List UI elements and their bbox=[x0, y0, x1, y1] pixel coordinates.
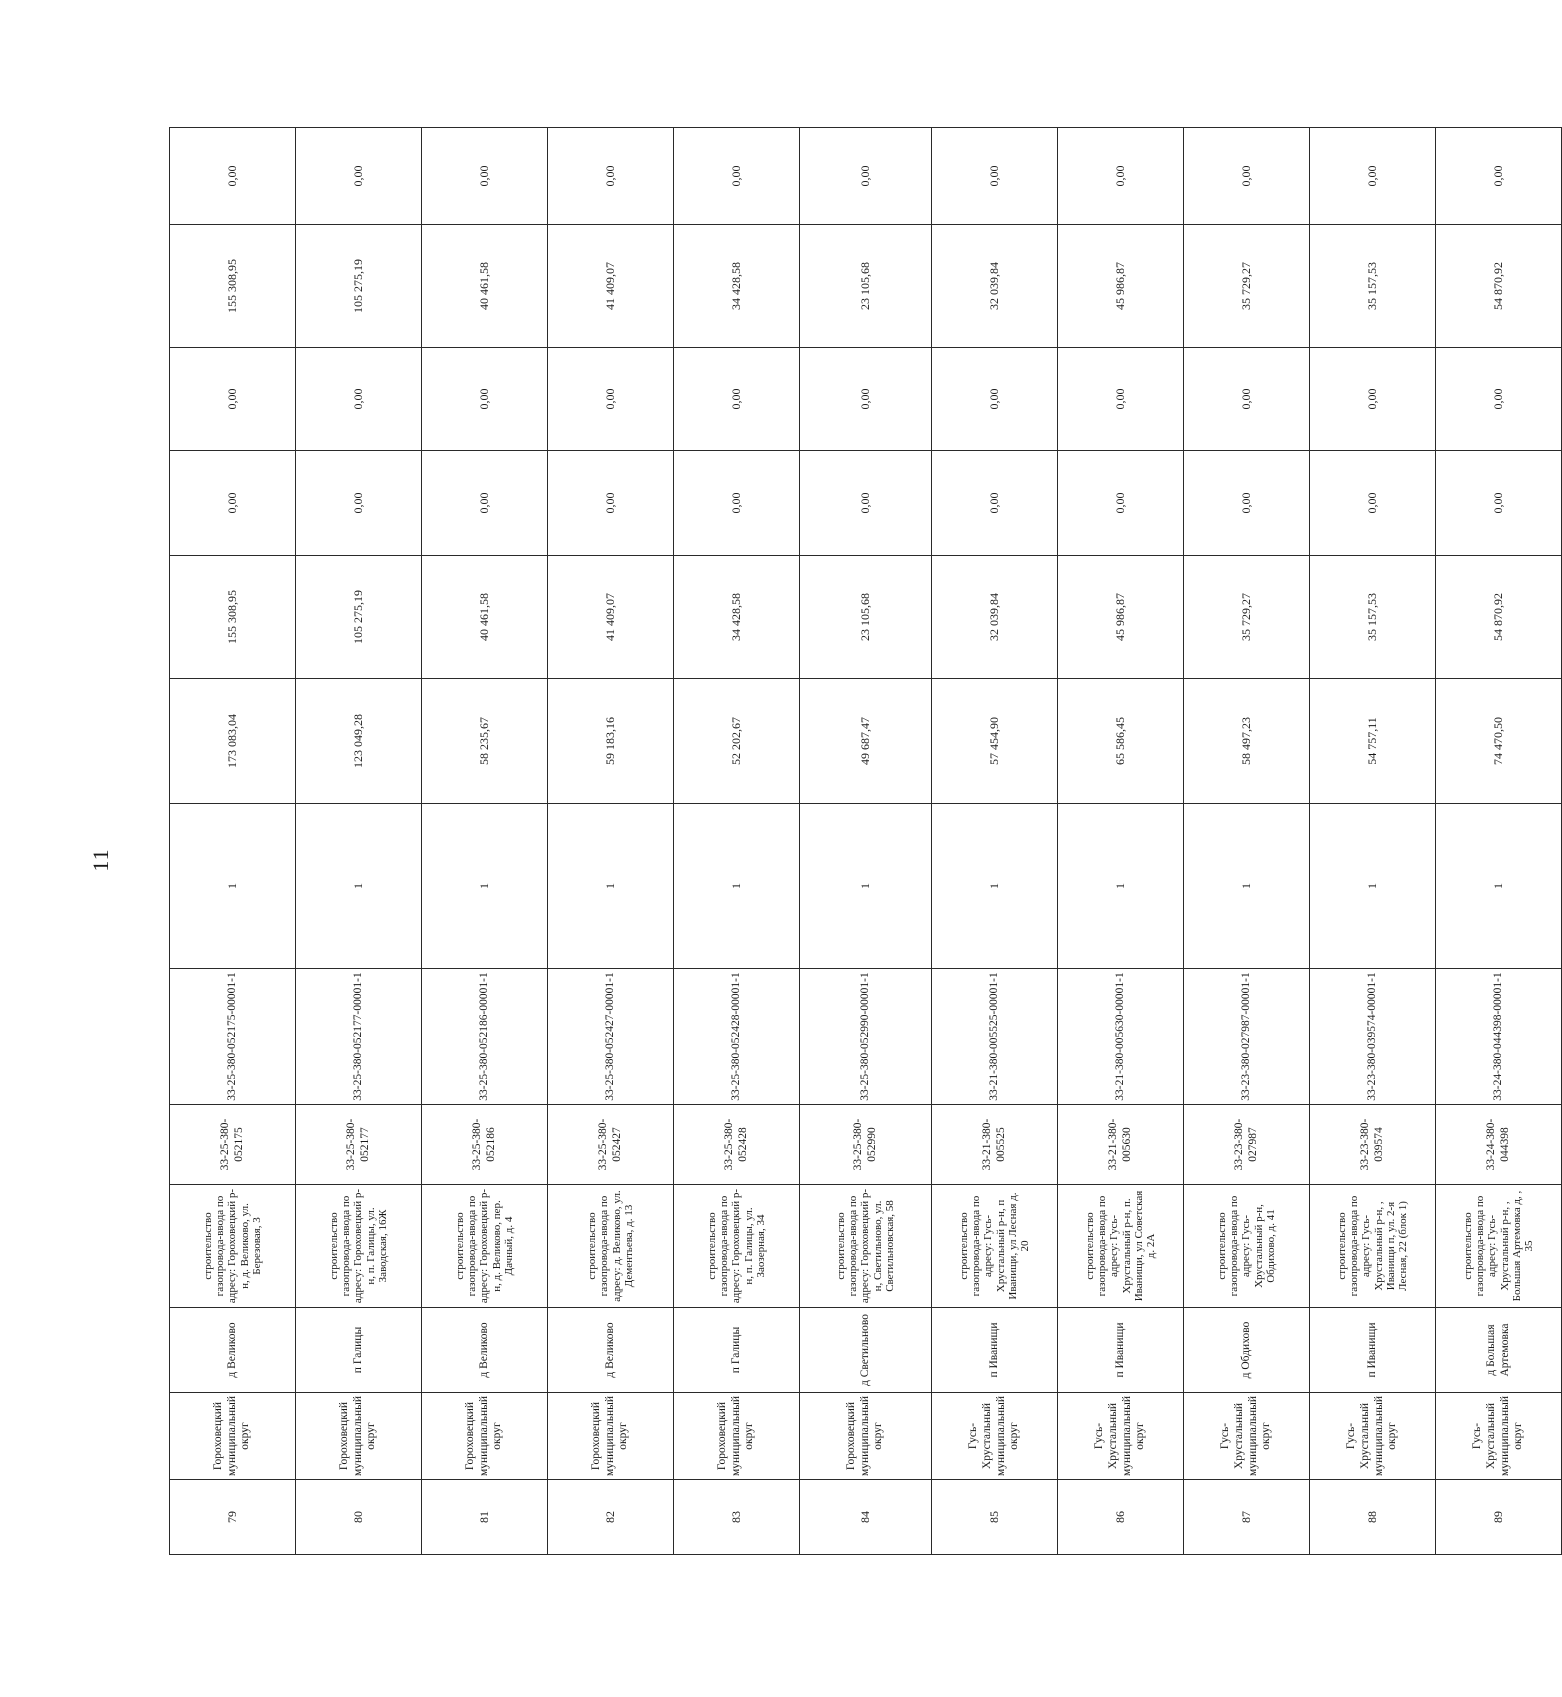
amount-cell: 41 409,07 bbox=[548, 225, 674, 348]
description-cell: строительство газопровода-ввода по адресу: Гороховецкий р-н, Светильново, ул. Светильновская, 58 bbox=[800, 1185, 932, 1308]
count-cell: 1 bbox=[932, 804, 1058, 969]
cost-total-cell: 59 183,16 bbox=[548, 679, 674, 804]
amount-cell: 0,00 bbox=[548, 348, 674, 451]
description-cell: строительство газопровода-ввода по адресу: Гусь-Хрустальный р-н, п Иванищи, ул Лесная д. 20 bbox=[932, 1185, 1058, 1308]
amount-cell: 35 729,27 bbox=[1184, 556, 1310, 679]
table-row bbox=[800, 128, 932, 1555]
district-cell: Гороховецкий муниципальный округ bbox=[170, 1393, 296, 1480]
description-cell: строительство газопровода-ввода по адресу: Гусь-Хрустальный р-н, , Иванищи п, ул. 2-я Лесная, 22 (блок 1) bbox=[1310, 1185, 1436, 1308]
locality-cell: д Великово bbox=[170, 1308, 296, 1393]
amount-cell: 23 105,68 bbox=[800, 556, 932, 679]
district-cell: Гороховецкий муниципальный округ bbox=[548, 1393, 674, 1480]
count-cell: 1 bbox=[1058, 804, 1184, 969]
amount-cell: 0,00 bbox=[548, 451, 674, 556]
amount-cell: 0,00 bbox=[1184, 451, 1310, 556]
cost-total-cell: 52 202,67 bbox=[674, 679, 800, 804]
object-id-cell: 33-23-380-039574-00001-1 bbox=[1310, 969, 1436, 1105]
amount-cell: 0,00 bbox=[422, 451, 548, 556]
amount-cell: 105 275,19 bbox=[296, 225, 422, 348]
amount-cell: 105 275,19 bbox=[296, 556, 422, 679]
table-row bbox=[932, 128, 1058, 1555]
locality-cell: п Иванищи bbox=[1058, 1308, 1184, 1393]
locality-cell: д Обдихово bbox=[1184, 1308, 1310, 1393]
row-number: 81 bbox=[422, 1480, 548, 1555]
count-cell: 1 bbox=[422, 804, 548, 969]
cost-total-cell: 58 497,23 bbox=[1184, 679, 1310, 804]
cost-total-cell: 123 049,28 bbox=[296, 679, 422, 804]
amount-cell: 0,00 bbox=[1436, 348, 1562, 451]
cadastral-number-cell: 33-24-380-044398 bbox=[1436, 1105, 1562, 1185]
amount-cell: 40 461,58 bbox=[422, 225, 548, 348]
amount-cell: 0,00 bbox=[170, 451, 296, 556]
amount-cell: 0,00 bbox=[800, 128, 932, 225]
cadastral-number-cell: 33-25-380-052175 bbox=[170, 1105, 296, 1185]
amount-cell: 0,00 bbox=[170, 128, 296, 225]
cadastral-number-cell: 33-25-380-052990 bbox=[800, 1105, 932, 1185]
amount-cell: 32 039,84 bbox=[932, 556, 1058, 679]
amount-cell: 32 039,84 bbox=[932, 225, 1058, 348]
district-cell: Гусь-Хрустальный муниципальный округ bbox=[1058, 1393, 1184, 1480]
district-cell: Гусь-Хрустальный муниципальный округ bbox=[932, 1393, 1058, 1480]
cadastral-number-cell: 33-21-380-005630 bbox=[1058, 1105, 1184, 1185]
object-id-cell: 33-25-380-052186-00001-1 bbox=[422, 969, 548, 1105]
amount-cell: 0,00 bbox=[1310, 348, 1436, 451]
district-cell: Гороховецкий муниципальный округ bbox=[296, 1393, 422, 1480]
district-cell: Гороховецкий муниципальный округ bbox=[674, 1393, 800, 1480]
amount-cell: 45 986,87 bbox=[1058, 556, 1184, 679]
table-body bbox=[170, 128, 1562, 1555]
table-row bbox=[1058, 128, 1184, 1555]
amount-cell: 0,00 bbox=[1184, 128, 1310, 225]
cadastral-number-cell: 33-25-380-052177 bbox=[296, 1105, 422, 1185]
cadastral-number-cell: 33-23-380-039574 bbox=[1310, 1105, 1436, 1185]
description-cell: строительство газопровода-ввода по адресу: Гороховецкий р-н, д. Великово, пер. Дачный, д. 4 bbox=[422, 1185, 548, 1308]
amount-cell: 45 986,87 bbox=[1058, 225, 1184, 348]
district-cell: Гороховецкий муниципальный округ bbox=[800, 1393, 932, 1480]
amount-cell: 155 308,95 bbox=[170, 556, 296, 679]
page-number: 11 bbox=[88, 848, 113, 872]
amount-cell: 0,00 bbox=[1058, 451, 1184, 556]
locality-cell: д Великово bbox=[548, 1308, 674, 1393]
cost-total-cell: 54 757,11 bbox=[1310, 679, 1436, 804]
object-id-cell: 33-25-380-052427-00001-1 bbox=[548, 969, 674, 1105]
row-number: 88 bbox=[1310, 1480, 1436, 1555]
cost-total-cell: 173 083,04 bbox=[170, 679, 296, 804]
count-cell: 1 bbox=[800, 804, 932, 969]
row-number: 89 bbox=[1436, 1480, 1562, 1555]
district-cell: Гороховецкий муниципальный округ bbox=[422, 1393, 548, 1480]
cadastral-number-cell: 33-21-380-005525 bbox=[932, 1105, 1058, 1185]
amount-cell: 0,00 bbox=[1310, 451, 1436, 556]
count-cell: 1 bbox=[1310, 804, 1436, 969]
amount-cell: 0,00 bbox=[674, 451, 800, 556]
table-row bbox=[1310, 128, 1436, 1555]
description-cell: строительство газопровода-ввода по адресу: Гусь-Хрустальный р-н, Обдихово, д. 41 bbox=[1184, 1185, 1310, 1308]
cost-total-cell: 58 235,67 bbox=[422, 679, 548, 804]
cost-total-cell: 57 454,90 bbox=[932, 679, 1058, 804]
amount-cell: 0,00 bbox=[932, 348, 1058, 451]
district-cell: Гусь-Хрустальный муниципальный округ bbox=[1310, 1393, 1436, 1480]
amount-cell: 0,00 bbox=[422, 128, 548, 225]
amount-cell: 0,00 bbox=[296, 451, 422, 556]
cadastral-number-cell: 33-25-380-052186 bbox=[422, 1105, 548, 1185]
amount-cell: 34 428,58 bbox=[674, 225, 800, 348]
locality-cell: д Великово bbox=[422, 1308, 548, 1393]
table-row bbox=[296, 128, 422, 1555]
locality-cell: п Галицы bbox=[296, 1308, 422, 1393]
amount-cell: 34 428,58 bbox=[674, 556, 800, 679]
amount-cell: 155 308,95 bbox=[170, 225, 296, 348]
amount-cell: 0,00 bbox=[1058, 128, 1184, 225]
description-cell: строительство газопровода-ввода по адресу: Гороховецкий р-н, п. Галицы, ул. Заозерная, 34 bbox=[674, 1185, 800, 1308]
amount-cell: 0,00 bbox=[1436, 451, 1562, 556]
table-row bbox=[548, 128, 674, 1555]
cost-total-cell: 74 470,50 bbox=[1436, 679, 1562, 804]
description-cell: строительство газопровода-ввода по адресу: д. Великово, ул. Дементьева, д. 13 bbox=[548, 1185, 674, 1308]
count-cell: 1 bbox=[296, 804, 422, 969]
amount-cell: 0,00 bbox=[800, 348, 932, 451]
amount-cell: 0,00 bbox=[296, 128, 422, 225]
amount-cell: 0,00 bbox=[296, 348, 422, 451]
district-cell: Гусь-Хрустальный муниципальный округ bbox=[1436, 1393, 1562, 1480]
amount-cell: 35 729,27 bbox=[1184, 225, 1310, 348]
amount-cell: 40 461,58 bbox=[422, 556, 548, 679]
amount-cell: 0,00 bbox=[932, 128, 1058, 225]
amount-cell: 0,00 bbox=[170, 348, 296, 451]
object-id-cell: 33-23-380-027987-00001-1 bbox=[1184, 969, 1310, 1105]
amount-cell: 0,00 bbox=[800, 451, 932, 556]
district-cell: Гусь-Хрустальный муниципальный округ bbox=[1184, 1393, 1310, 1480]
amount-cell: 0,00 bbox=[1436, 128, 1562, 225]
cost-total-cell: 49 687,47 bbox=[800, 679, 932, 804]
cadastral-number-cell: 33-25-380-052427 bbox=[548, 1105, 674, 1185]
object-id-cell: 33-24-380-044398-00001-1 bbox=[1436, 969, 1562, 1105]
table-row bbox=[422, 128, 548, 1555]
count-cell: 1 bbox=[1184, 804, 1310, 969]
amount-cell: 0,00 bbox=[674, 348, 800, 451]
locality-cell: п Иванищи bbox=[1310, 1308, 1436, 1393]
row-number: 85 bbox=[932, 1480, 1058, 1555]
table-row bbox=[674, 128, 800, 1555]
cadastral-number-cell: 33-25-380-052428 bbox=[674, 1105, 800, 1185]
object-id-cell: 33-21-380-005630-00001-1 bbox=[1058, 969, 1184, 1105]
count-cell: 1 bbox=[1436, 804, 1562, 969]
description-cell: строительство газопровода-ввода по адресу: Гороховецкий р-н, д. Великово, ул. Березовая, 3 bbox=[170, 1185, 296, 1308]
amount-cell: 0,00 bbox=[1058, 348, 1184, 451]
amount-cell: 0,00 bbox=[932, 451, 1058, 556]
description-cell: строительство газопровода-ввода по адресу: Гусь-Хрустальный р-н, п. Иванищи, ул Советская д. 2А bbox=[1058, 1185, 1184, 1308]
amount-cell: 41 409,07 bbox=[548, 556, 674, 679]
locality-cell: д Светильново bbox=[800, 1308, 932, 1393]
amount-cell: 35 157,53 bbox=[1310, 556, 1436, 679]
count-cell: 1 bbox=[674, 804, 800, 969]
amount-cell: 0,00 bbox=[1310, 128, 1436, 225]
amount-cell: 0,00 bbox=[1184, 348, 1310, 451]
object-id-cell: 33-25-380-052175-00001-1 bbox=[170, 969, 296, 1105]
table-row bbox=[1436, 128, 1562, 1555]
row-number: 83 bbox=[674, 1480, 800, 1555]
locality-cell: п Иванищи bbox=[932, 1308, 1058, 1393]
count-cell: 1 bbox=[548, 804, 674, 969]
object-id-cell: 33-25-380-052177-00001-1 bbox=[296, 969, 422, 1105]
description-cell: строительство газопровода-ввода по адресу: Гороховецкий р-н, п. Галицы, ул. Заводская, 16Ж bbox=[296, 1185, 422, 1308]
object-id-cell: 33-25-380-052428-00001-1 bbox=[674, 969, 800, 1105]
row-number: 80 bbox=[296, 1480, 422, 1555]
row-number: 82 bbox=[548, 1480, 674, 1555]
object-id-cell: 33-25-380-052990-00001-1 bbox=[800, 969, 932, 1105]
row-number: 79 bbox=[170, 1480, 296, 1555]
locality-cell: д Большая Артемовка bbox=[1436, 1308, 1562, 1393]
object-id-cell: 33-21-380-005525-00001-1 bbox=[932, 969, 1058, 1105]
row-number: 84 bbox=[800, 1480, 932, 1555]
description-cell: строительство газопровода-ввода по адресу: Гусь-Хрустальный р-н, , Большая Артемовка д, , 35 bbox=[1436, 1185, 1562, 1308]
table-container bbox=[169, 128, 1536, 1555]
row-number: 86 bbox=[1058, 1480, 1184, 1555]
gas-pipeline-table bbox=[169, 127, 1562, 1555]
row-number: 87 bbox=[1184, 1480, 1310, 1555]
locality-cell: п Галицы bbox=[674, 1308, 800, 1393]
count-cell: 1 bbox=[170, 804, 296, 969]
cadastral-number-cell: 33-23-380-027987 bbox=[1184, 1105, 1310, 1185]
table-row bbox=[1184, 128, 1310, 1555]
amount-cell: 0,00 bbox=[674, 128, 800, 225]
amount-cell: 0,00 bbox=[548, 128, 674, 225]
amount-cell: 23 105,68 bbox=[800, 225, 932, 348]
amount-cell: 35 157,53 bbox=[1310, 225, 1436, 348]
amount-cell: 0,00 bbox=[422, 348, 548, 451]
amount-cell: 54 870,92 bbox=[1436, 556, 1562, 679]
cost-total-cell: 65 586,45 bbox=[1058, 679, 1184, 804]
table-row bbox=[170, 128, 296, 1555]
amount-cell: 54 870,92 bbox=[1436, 225, 1562, 348]
